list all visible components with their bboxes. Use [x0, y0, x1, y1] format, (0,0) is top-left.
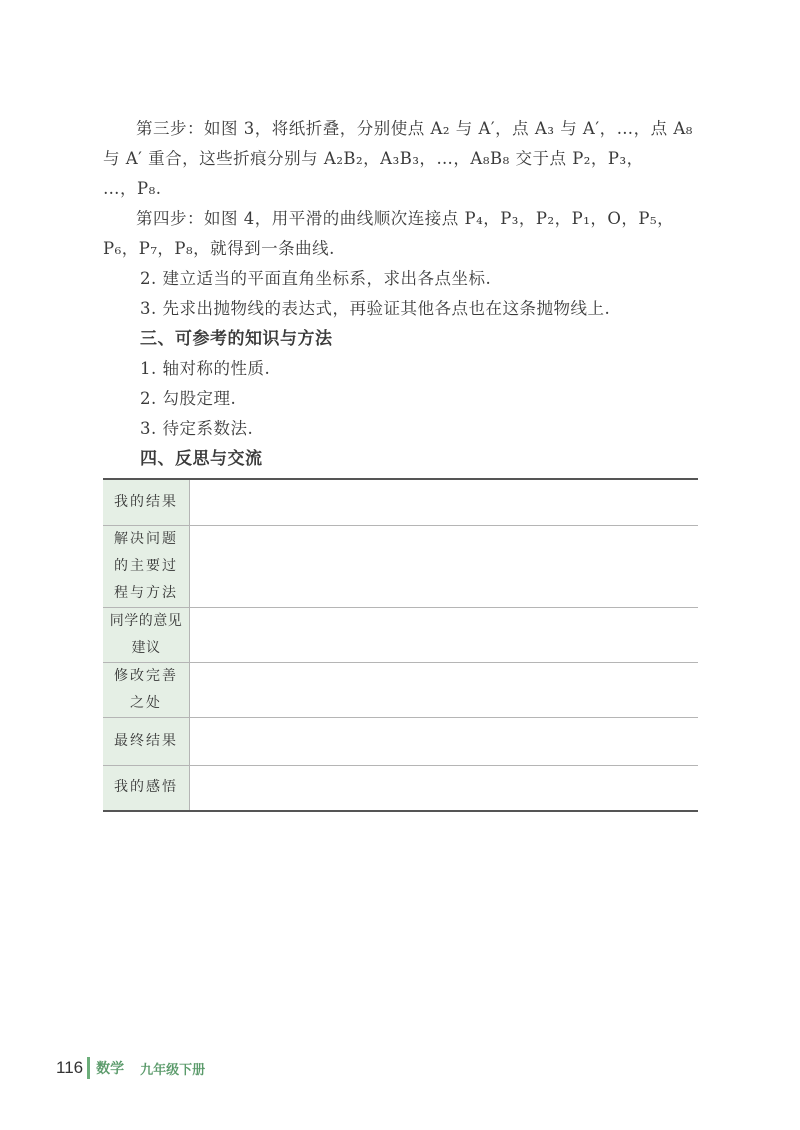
answer-cell-my-thoughts[interactable] [190, 765, 699, 811]
label-line: 程与方法 [114, 584, 178, 601]
step3-line1: 第三步：如图 3，将纸折叠，分别使点 A₂ 与 A′，点 A₃ 与 A′，…，点 A₈ [136, 119, 693, 138]
answer-cell-final-result[interactable] [190, 717, 699, 765]
row-label-my-result [103, 479, 190, 525]
step4-paragraph-cont [103, 234, 697, 264]
answer-cell-classmate-suggestions[interactable] [190, 607, 699, 662]
task-2: 2. 建立适当的平面直角坐标系，求出各点坐标. [140, 269, 492, 288]
row-label-classmate-suggestions [103, 607, 190, 662]
row-label-final-result [103, 717, 190, 765]
page-number: 116 [56, 1058, 84, 1077]
section3-item-2: 2. 勾股定理. [140, 389, 237, 408]
step3-line3: …，P₈. [103, 179, 162, 198]
step4-line2: P₆，P₇，P₈，就得到一条曲线. [103, 239, 335, 258]
label-line: 我的感悟 [114, 779, 178, 796]
page-footer [56, 1055, 205, 1081]
answer-cell-improvements[interactable] [190, 662, 699, 717]
table-row [103, 662, 698, 717]
table-row [103, 607, 698, 662]
table-row [103, 525, 698, 607]
step3-paragraph [103, 114, 697, 144]
table-row [103, 479, 698, 525]
step4-line1: 第四步：如图 4，用平滑的曲线顺次连接点 P₄，P₃，P₂，P₁，O，P₅， [136, 209, 675, 228]
footer-subject: 数学 [96, 1061, 125, 1077]
step4-paragraph [103, 204, 697, 234]
label-line: 最终结果 [114, 732, 178, 749]
table-row [103, 765, 698, 811]
label-line: 建议 [131, 639, 161, 656]
footer-grade: 九年级下册 [140, 1062, 206, 1078]
section3-heading: 三、可参考的知识与方法 [140, 329, 333, 349]
section4-heading: 四、反思与交流 [140, 449, 263, 469]
label-line: 的主要过 [114, 557, 178, 574]
label-line: 修改完善 [114, 667, 178, 684]
row-label-process-method [103, 525, 190, 607]
section3-item-1: 1. 轴对称的性质. [140, 359, 271, 378]
row-label-improvements [103, 662, 190, 717]
label-line: 解决问题 [114, 530, 178, 547]
answer-cell-my-result[interactable] [190, 479, 699, 525]
row-label-my-thoughts [103, 765, 190, 811]
section3-item-3: 3. 待定系数法. [140, 419, 254, 438]
label-line: 我的结果 [114, 493, 178, 510]
reflection-table [103, 478, 698, 812]
step3-line2: 与 A′ 重合，这些折痕分别与 A₂B₂，A₃B₃，…，A₈B₈ 交于点 P₂，P₃， [103, 149, 644, 168]
footer-divider [87, 1057, 90, 1079]
label-line: 同学的意见 [109, 612, 183, 629]
label-line: 之处 [130, 694, 162, 711]
table-row [103, 717, 698, 765]
task-3: 3. 先求出抛物线的表达式，再验证其他各点也在这条抛物线上. [140, 299, 611, 318]
answer-cell-process-method[interactable] [190, 525, 699, 607]
step3-paragraph-cont [103, 144, 697, 204]
